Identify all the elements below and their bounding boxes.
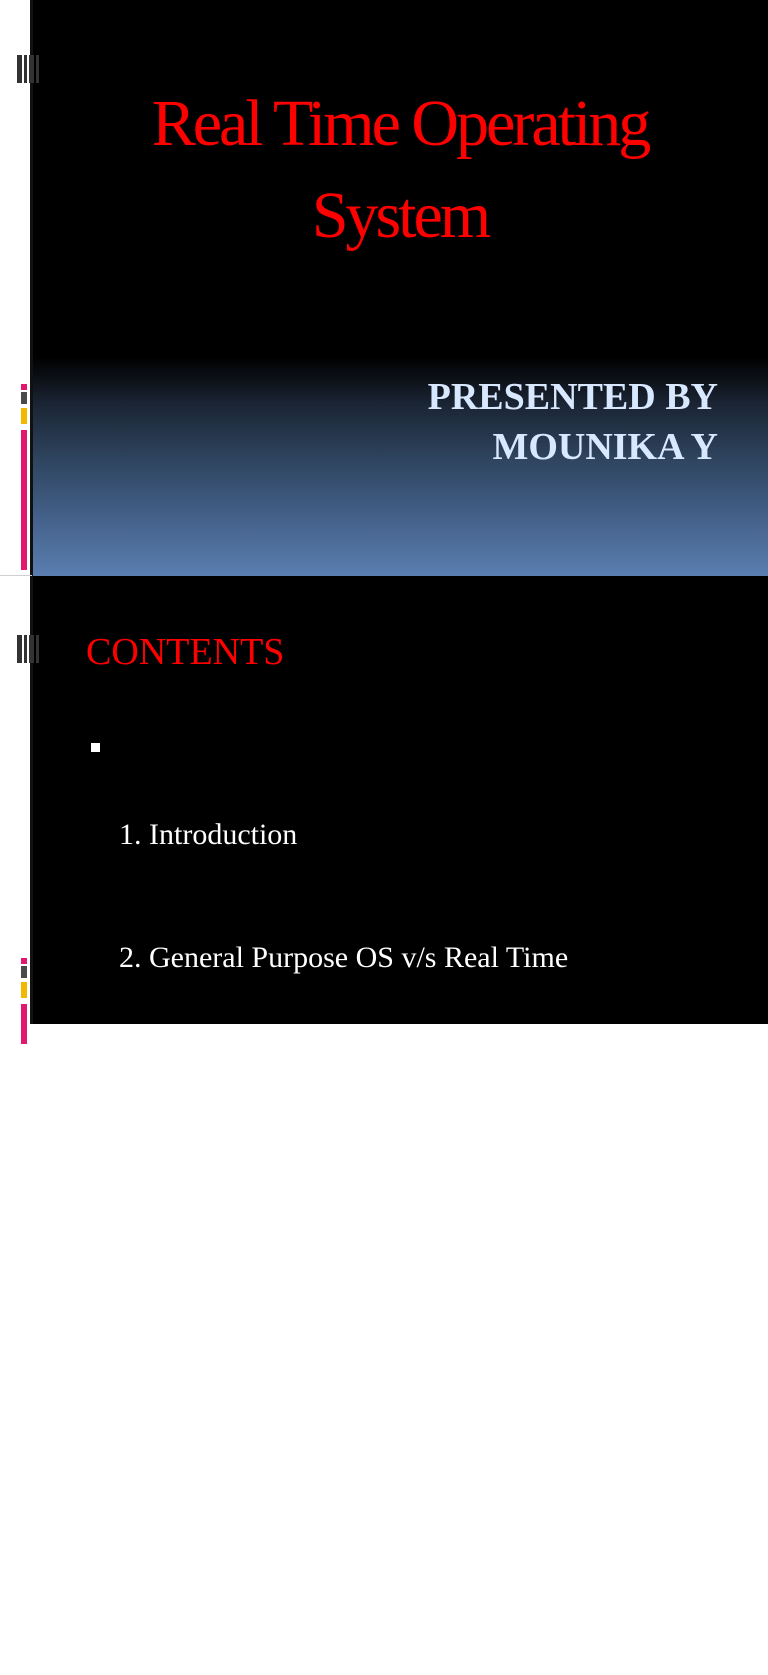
contents-list — [119, 732, 608, 1675]
presenter-name: MOUNIKA Y — [492, 426, 718, 468]
square-bullet-icon — [91, 743, 100, 752]
list-item: 1. Introduction — [119, 818, 298, 851]
accent-stripe — [21, 384, 27, 570]
list-item: 4. Function of RTOS — [119, 1310, 371, 1343]
title-line-2: System — [311, 179, 489, 252]
slide-gutter — [0, 0, 32, 576]
presenter-block — [428, 372, 718, 472]
list-item: 5. Applications of RTOS — [119, 1433, 415, 1466]
accent-stripe — [21, 958, 27, 1044]
presentation-title — [32, 78, 768, 262]
list-item: 2. General Purpose OS v/s Real Time — [119, 941, 569, 974]
presented-by-label: PRESENTED BY — [427, 376, 718, 418]
contents-heading: CONTENTS — [86, 631, 285, 673]
title-line-1: Real Time Operating — [151, 87, 649, 160]
decorative-bars-icon — [17, 635, 39, 663]
list-item: 6.Advantages of RTOS — [119, 1556, 398, 1589]
title-slide — [0, 0, 768, 576]
list-item: 3.Types of Real Time Operating System — [119, 1187, 608, 1220]
contents-slide — [0, 576, 768, 1589]
list-item: Operating System — [119, 1064, 335, 1097]
